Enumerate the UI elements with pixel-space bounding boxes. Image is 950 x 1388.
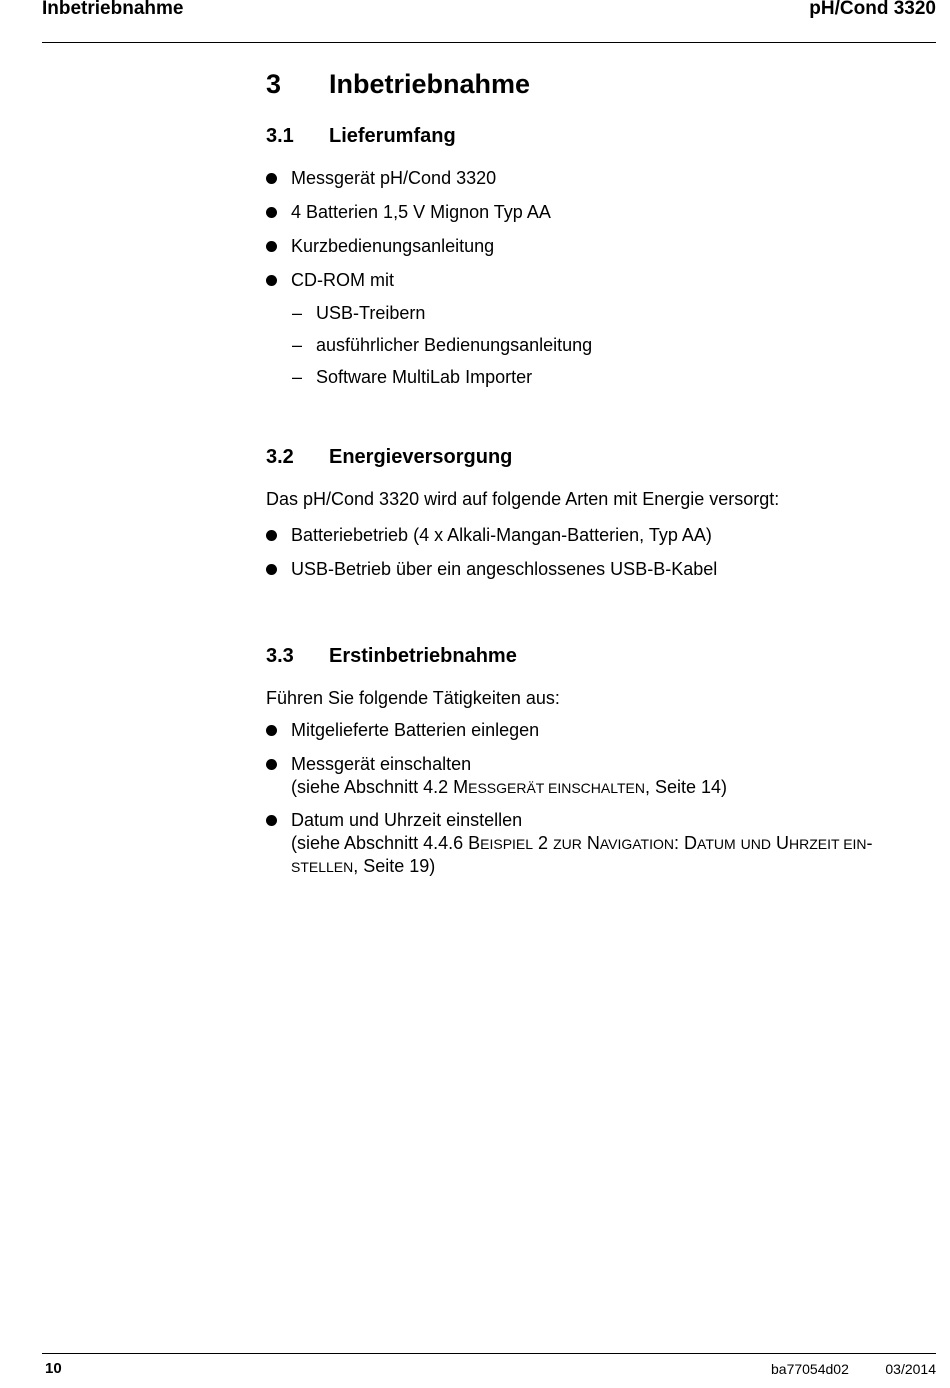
- chapter-heading: [266, 68, 530, 100]
- section-3-2-heading: [266, 445, 512, 469]
- running-header-right: pH/Cond 3320: [809, 0, 936, 19]
- bullet-icon: [266, 530, 277, 541]
- bullet-icon: [266, 173, 277, 184]
- section-title: Erstinbetriebnahme: [329, 645, 517, 667]
- bullet-icon: [266, 759, 277, 770]
- bullet-icon: [266, 275, 277, 286]
- bullet-icon: [266, 815, 277, 826]
- cross-reference-continued: STELLEN, Seite 19): [291, 856, 436, 876]
- section-intro: Das pH/Cond 3320 wird auf folgende Arten mit Energie versorgt:: [266, 489, 780, 509]
- section-number: 3.3: [266, 645, 294, 667]
- bullet-icon: [266, 241, 277, 252]
- chapter-title: Inbetriebnahme: [329, 69, 531, 99]
- page-number: 10: [45, 1360, 62, 1377]
- section-number: 3.1: [266, 125, 294, 147]
- sub-list-item: – USB-Treibern: [292, 303, 426, 323]
- footer-rule: [42, 1353, 936, 1354]
- document-id: ba77054d02: [771, 1361, 849, 1377]
- dash-icon: –: [292, 303, 303, 323]
- bullet-icon: [266, 725, 277, 736]
- bullet-icon: [266, 207, 277, 218]
- section-title: Energieversorgung: [329, 446, 513, 468]
- section-intro: Führen Sie folgende Tätigkeiten aus:: [266, 688, 560, 708]
- cross-reference: (siehe Abschnitt 4.2 MESSGERÄT EINSCHALTEN, Seite 14): [291, 777, 728, 797]
- header-rule: [42, 42, 936, 43]
- dash-icon: –: [292, 367, 303, 387]
- running-header-left: Inbetriebnahme: [42, 0, 184, 19]
- section-3-1-heading: [266, 124, 456, 148]
- document-date: 03/2014: [885, 1361, 936, 1377]
- dash-icon: –: [292, 335, 303, 355]
- sub-list-item: – Software MultiLab Importer: [292, 367, 533, 387]
- section-number: 3.2: [266, 446, 294, 468]
- section-3-3-heading: [266, 644, 517, 668]
- bullet-icon: [266, 564, 277, 575]
- cross-reference: (siehe Abschnitt 4.4.6 BEISPIEL 2 ZUR NAVIGATION: DATUM UND UHRZEIT EIN-: [291, 833, 873, 853]
- section-title: Lieferumfang: [329, 125, 456, 147]
- sub-list-item: – ausführlicher Bedienungsanleitung: [292, 335, 593, 355]
- chapter-number: 3: [266, 69, 282, 99]
